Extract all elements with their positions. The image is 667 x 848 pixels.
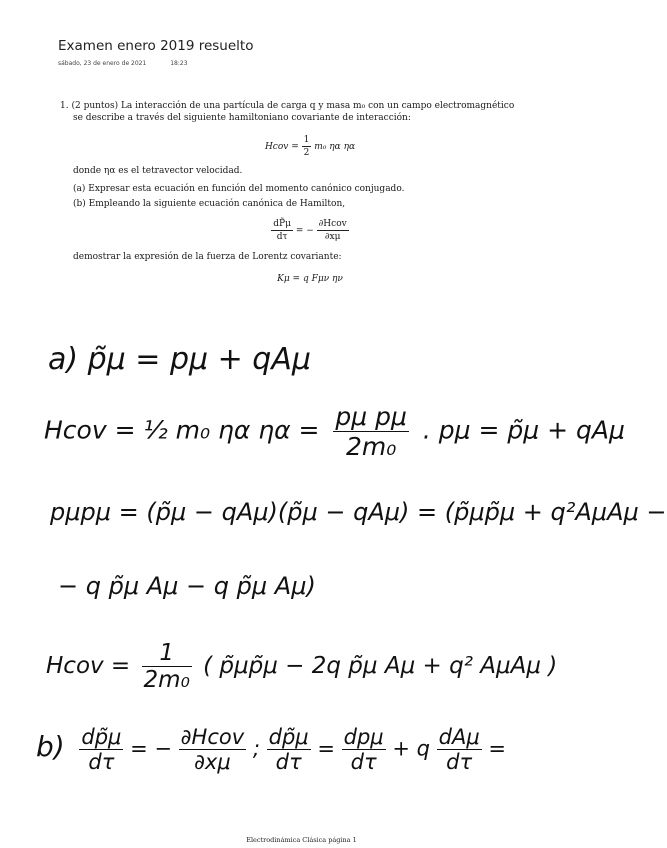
hand-line-6-b — [179, 725, 246, 774]
problem-where: donde ηα es el tetravector velocidad. — [73, 166, 243, 176]
hand-line-6-a — [79, 725, 123, 774]
hand-line-3: pμpμ = (p̃μ − qAμ)(p̃μ − qAμ) = (p̃μp̃μ + q²AμAμ − — [50, 498, 667, 526]
hand-line-6-eq2: = — [317, 736, 335, 761]
hand-line-5-lhs: Hcov = — [46, 653, 131, 679]
hand-line-6-c-num: dp̃μ — [268, 725, 309, 749]
hand-line-5-frac — [142, 640, 192, 693]
equation-hamiltonian — [60, 134, 560, 159]
hand-line-2-frac-den: 2m₀ — [346, 432, 397, 461]
equation-lorentz — [60, 273, 560, 285]
eq2-rhs — [317, 218, 349, 243]
hand-line-6-end: = — [488, 736, 506, 761]
hand-line-6-e — [437, 725, 482, 774]
eq3: Kμ = q Fμν ην — [277, 274, 343, 284]
hand-line-6-e-den: dτ — [446, 750, 473, 774]
hand-line-2-frac — [333, 402, 409, 461]
problem-intro-2: se describe a través del siguiente hamiltoniano covariante de interacción: — [73, 113, 411, 123]
hand-line-6-c-den: dτ — [275, 750, 302, 774]
problem-part-b: (b) Empleando la siguiente ecuación canónica de Hamilton, — [73, 199, 346, 209]
problem-number: 1. — [60, 101, 69, 111]
hand-line-6-d-num: dpμ — [343, 725, 384, 749]
eq2-lhs — [271, 218, 293, 243]
hand-line-5-frac-den: 2m₀ — [143, 667, 190, 693]
hand-line-6 — [36, 725, 506, 774]
page-footer: Electrodinámica Clásica página 1 — [246, 836, 357, 844]
problem-demonstrate: demostrar la expresión de la fuerza de Lorentz covariante: — [73, 252, 342, 262]
page-date: sábado, 23 de enero de 2021 — [58, 60, 147, 67]
eq1-frac-den: 2 — [303, 148, 310, 158]
problem-intro-text: (2 puntos) La interacción de una partícula de carga q y masa m₀ con un campo electromagnético — [71, 101, 515, 111]
hand-line-6-a-den: dτ — [88, 750, 115, 774]
eq2-rhs-num: ∂Hcov — [318, 219, 347, 229]
page-time: 18:23 — [170, 60, 188, 67]
page-title: Examen enero 2019 resuelto — [58, 38, 254, 54]
hand-line-6-d — [342, 725, 386, 774]
problem-intro — [60, 100, 560, 112]
eq1-frac-num: 1 — [303, 135, 310, 145]
problem-statement — [60, 100, 560, 291]
hand-line-2b: . pμ = p̃μ + qAμ — [422, 415, 625, 445]
equation-hamilton-canonical — [60, 218, 560, 243]
hand-line-6-e-num: dAμ — [438, 725, 480, 749]
eq2-lhs-den: dτ — [276, 232, 288, 242]
hand-line-2 — [44, 402, 625, 461]
hand-line-4: − q p̃μ Aμ − q p̃μ Aμ) — [58, 572, 316, 600]
eq1-rhs: m₀ ηα ηα — [314, 142, 356, 152]
hand-line-1: a) p̃μ = pμ + qAμ — [48, 342, 311, 377]
eq2-rhs-den: ∂xμ — [324, 232, 341, 242]
eq1-lhs: Hcov = — [264, 142, 299, 152]
hand-line-6-b-den: ∂xμ — [194, 750, 231, 774]
hand-line-6-c — [267, 725, 311, 774]
hand-line-5 — [46, 640, 557, 693]
eq2-lhs-num: dP̃μ — [273, 219, 291, 229]
hand-line-2a: Hcov = ½ m₀ ηα ηα = — [44, 415, 320, 445]
hand-line-6-a-num: dp̃μ — [81, 725, 122, 749]
problem-part-a: (a) Expresar esta ecuación en función del momento canónico conjugado. — [73, 184, 405, 194]
page-meta — [58, 60, 188, 67]
hand-line-6-b-num: ∂Hcov — [180, 725, 245, 749]
hand-line-2-frac-num: pμ pμ — [335, 402, 407, 431]
hand-line-6-d-den: dτ — [350, 750, 377, 774]
hand-line-5-rhs: ( p̃μp̃μ − 2q p̃μ Aμ + q² AμAμ ) — [203, 653, 558, 679]
hand-line-5-frac-num: 1 — [142, 640, 192, 667]
hand-line-6-plus: + q — [392, 736, 430, 761]
hand-line-6-eq1: = − — [130, 736, 172, 761]
hand-line-6-label: b) — [36, 729, 65, 763]
eq2-mid: = − — [295, 226, 314, 236]
eq1-fraction — [302, 134, 312, 159]
hand-line-6-sep: ; — [252, 736, 260, 761]
